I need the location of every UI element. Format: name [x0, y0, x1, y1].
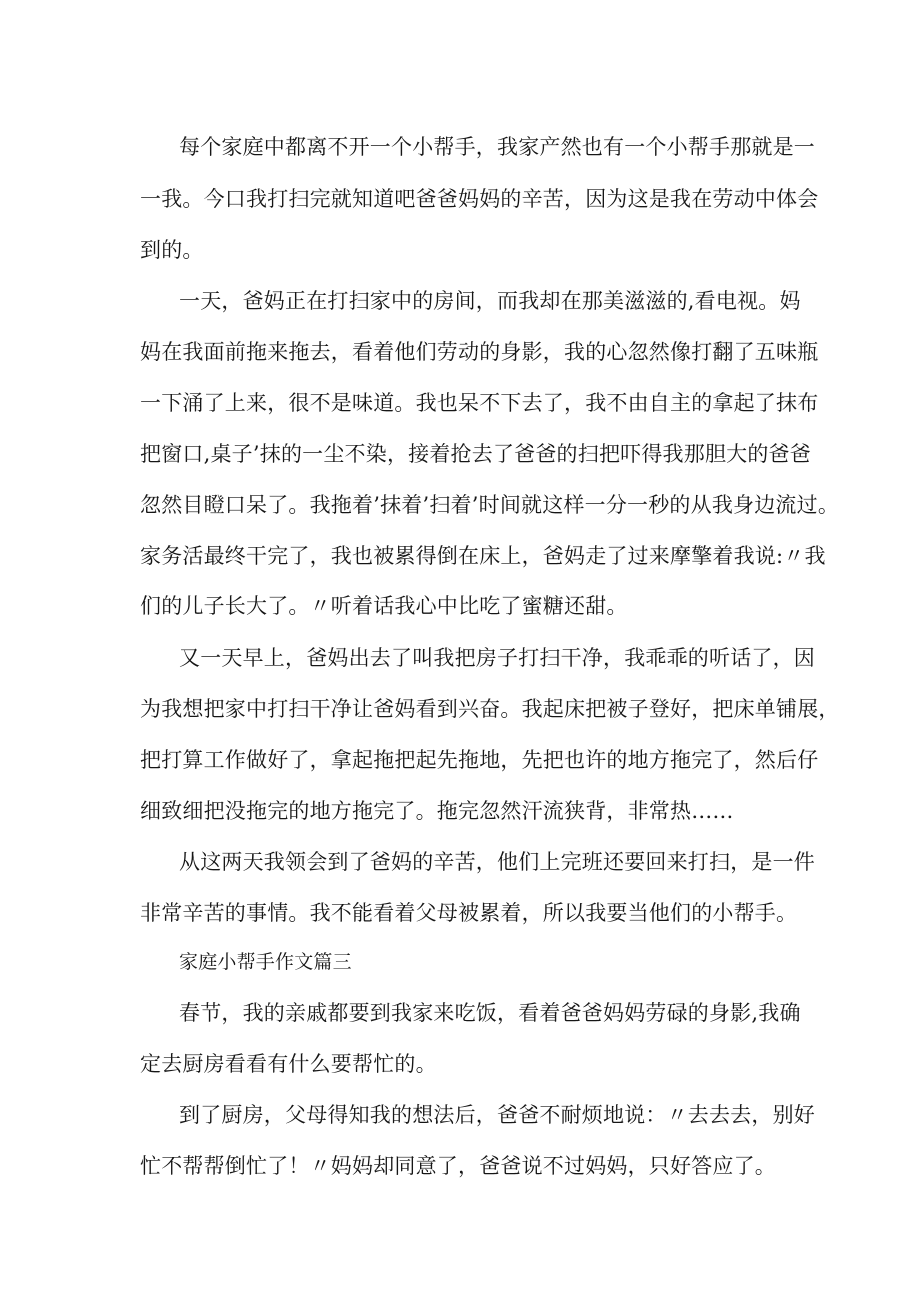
paragraph-line: 定去厨房看看有什么要帮忙的。	[140, 1052, 437, 1076]
paragraph-line: 一我。今口我打扫完就知道吧爸爸妈妈的辛苦，因为这是我在劳动中体会	[140, 187, 819, 211]
paragraph-line: 忙不帮帮倒忙了！〃妈妈却同意了，爸爸说不过妈妈，只好答应了。	[140, 1154, 776, 1178]
section-heading: 家庭小帮手作文篇三	[179, 951, 352, 973]
paragraph-line: 每个家庭中都离不开一个小帮手，我家产然也有一个小帮手那就是一	[179, 135, 815, 159]
paragraph-line: 为我想把家中打扫干净让爸妈看到兴奋。我起床把被子登好，把床单铺展，	[140, 697, 840, 721]
paragraph-line: 到的。	[140, 238, 204, 262]
paragraph-line: 又一天早上，爸妈出去了叫我把房子打扫干净，我乖乖的听话了，因	[179, 646, 815, 670]
paragraph-line: 一天，爸妈正在打扫家中的房间，而我却在那美滋滋的,看电视。妈	[179, 289, 801, 313]
paragraph-line: 从这两天我领会到了爸妈的辛苦，他们上完班还要回来打扫，是一件	[179, 850, 815, 874]
paragraph-line: 妈在我面前拖来拖去，看着他们劳动的身影，我的心忽然像打翻了五味瓶	[140, 340, 819, 364]
paragraph-line: 非常辛苦的事情。我不能看着父母被累着，所以我要当他们的小帮手。	[140, 901, 798, 925]
paragraph-line: 忽然目瞪口呆了。我拖着’抹着’扫着’时间就这样一分一秒的从我身边流过。	[140, 493, 840, 517]
paragraph-line: 把窗口,桌子’抹的一尘不染，接着抢去了爸爸的扫把吓得我那胆大的爸爸	[140, 442, 811, 466]
paragraph-line: 家务活最终干完了，我也被累得倒在床上，爸妈走了过来摩擎着我说:〃我	[140, 544, 826, 568]
paragraph-line: 一下涌了上来，很不是味道。我也呆不下去了，我不由自主的拿起了抹布	[140, 391, 819, 415]
paragraph-line: 细致细把没拖完的地方拖完了。拖完忽然汗流狭背，非常热……	[140, 799, 734, 823]
paragraph-line: 把打算工作做好了，拿起拖把起先拖地，先把也许的地方拖完了，然后仔	[140, 748, 819, 772]
paragraph-line: 到了厨房，父母得知我的想法后，爸爸不耐烦地说：〃去去去，别好	[179, 1103, 815, 1127]
paragraph-line: 春节，我的亲戚都要到我家来吃饭，看着爸爸妈妈劳碌的身影,我确	[179, 1001, 801, 1025]
paragraph-line: 们的儿子长大了。〃听着话我心中比吃了蜜糖还甜。	[140, 594, 628, 618]
